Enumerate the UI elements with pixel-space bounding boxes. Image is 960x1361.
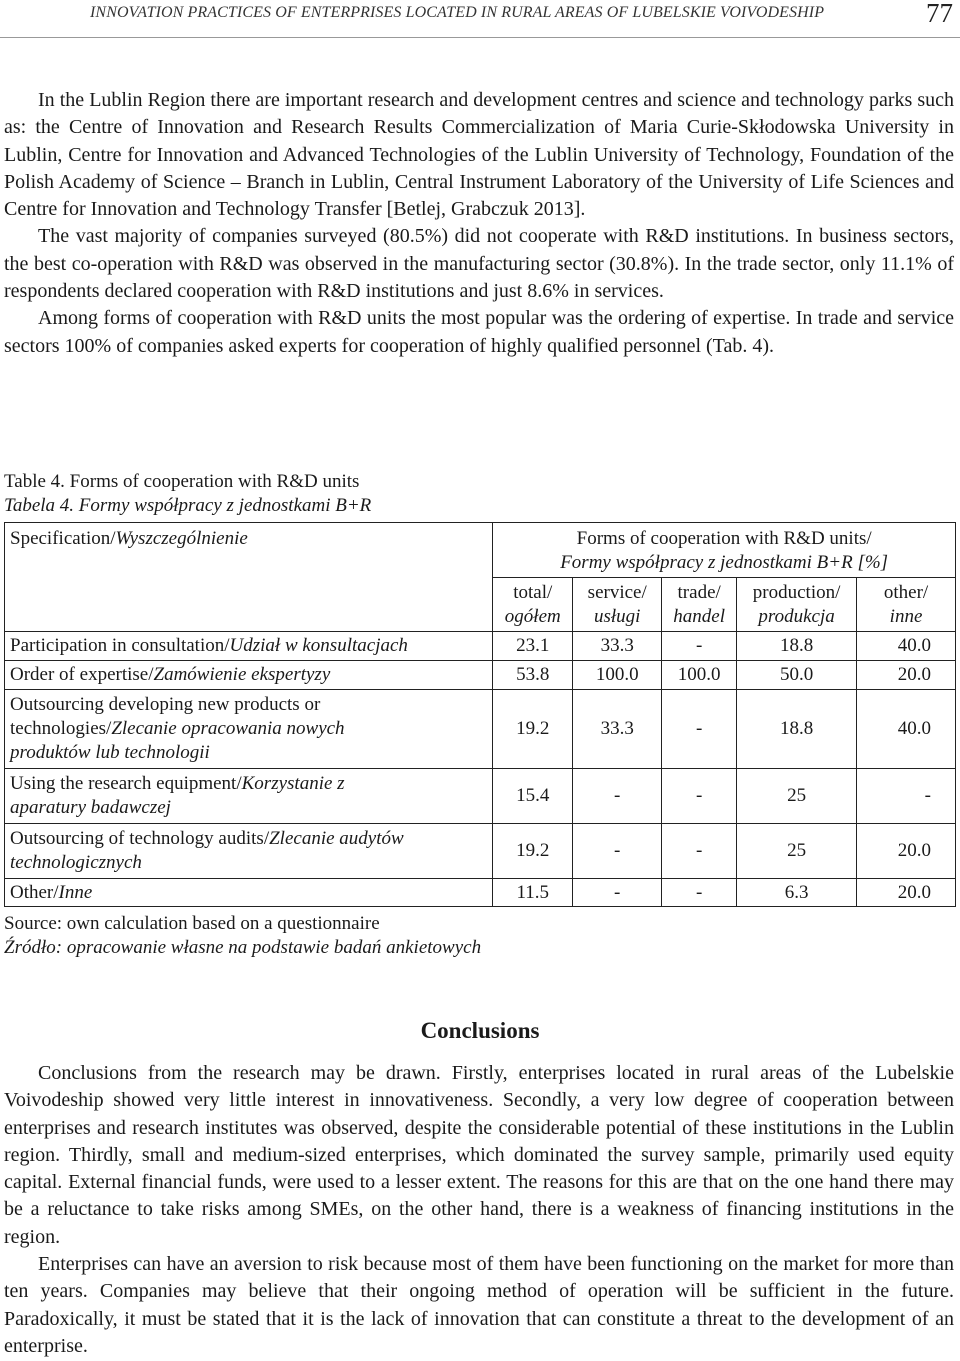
- table-cell: 25: [737, 824, 857, 879]
- table-cell: -: [573, 879, 662, 907]
- table-cell: 20.0: [857, 661, 956, 690]
- table-cell: 18.8: [737, 690, 857, 769]
- group-header-cell: [493, 523, 956, 578]
- table-caption-pl: Tabela 4. Formy współpracy z jednostkami B+R: [4, 495, 372, 516]
- table-cell: 18.8: [737, 632, 857, 661]
- table-cell: 33.3: [573, 632, 662, 661]
- table-cell: 11.5: [493, 879, 573, 907]
- table-cell: 25: [737, 769, 857, 824]
- table-cell: 50.0: [737, 661, 857, 690]
- table-caption-en: Table 4. Forms of cooperation with R&D units: [4, 471, 360, 492]
- table-caption: [4, 470, 371, 518]
- table-row: [5, 690, 956, 769]
- table-cell: -: [573, 824, 662, 879]
- intro-text: [4, 87, 954, 360]
- table-cell: 19.2: [493, 824, 573, 879]
- table-cell: 100.0: [573, 661, 662, 690]
- column-header: service/ usługi: [573, 578, 662, 632]
- table-cell: 40.0: [857, 632, 956, 661]
- table-cell: 6.3: [737, 879, 857, 907]
- column-header: other/ inne: [857, 578, 956, 632]
- group-header-pl: Formy współpracy z jednostkami B+R [%]: [560, 552, 889, 573]
- table-cell: 23.1: [493, 632, 573, 661]
- paragraph: Conclusions from the research may be drawn. Firstly, enterprises located in rural areas of the Lubelskie Voivodeship showed very little interest in innovativeness. Secondly, a very low degree of cooperation between enterprises and research institutes was observed, despite the considerable potential of these institutions in the Lublin region. Thirdly, small and medium-sized enterprises, which dominated the survey sample, primarily used equity capital. External financial funds, were used to a lesser extent. The reasons for this are that on the one hand there may be a reluctance to take risks among SMEs, on the other hand, there is a weakness of financing institutions in the region.: [4, 1062, 954, 1248]
- table-row: [5, 632, 956, 661]
- table-cell: -: [857, 769, 956, 824]
- column-header: trade/ handel: [662, 578, 737, 632]
- table-cell: 53.8: [493, 661, 573, 690]
- table-cell: 33.3: [573, 690, 662, 769]
- section-title: Conclusions: [420, 1018, 540, 1043]
- spec-header-cell: [5, 523, 493, 632]
- paragraph: Enterprises can have an aversion to risk because most of them have been functioning on the market for more than ten years. Companies may believe that their ongoing method of operation will be sufficient in the future. Paradoxically, it must be stated that it is the lack of innovation that can constitute a threat to the development of an enterprise.: [4, 1253, 954, 1357]
- table-cell: 40.0: [857, 690, 956, 769]
- spec-header-en: Specification/: [10, 528, 116, 549]
- cooperation-table: [4, 522, 956, 907]
- paragraph: Among forms of cooperation with R&D units the most popular was the ordering of expertise. In trade and service sectors 100% of companies asked experts for cooperation of highly qualified personnel (Tab. 4).: [4, 307, 954, 357]
- column-header: total/ ogółem: [493, 578, 573, 632]
- row-label: Other/Inne: [5, 879, 493, 907]
- row-label: Outsourcing of technology audits/Zlecanie audytów technologicznych: [5, 824, 493, 879]
- table-row: [5, 824, 956, 879]
- paragraph: In the Lublin Region there are important research and development centres and science and technology parks such as: the Centre of Innovation and Research Results Commercialization of Maria Curie-Skłodowska University in Lublin, Centre for Innovation and Advanced Technologies of the Lublin University of Technology, Foundation of the Polish Academy of Science – Branch in Lublin, Central Instrument Laboratory of the University of Life Sciences and Centre for Innovation and Technology Transfer [Betlej, Grabczuk 2013].: [4, 89, 954, 221]
- table-cell: 15.4: [493, 769, 573, 824]
- header-rule: [0, 37, 960, 38]
- group-header-en: Forms of cooperation with R&D units/: [576, 528, 872, 549]
- table-row: [5, 769, 956, 824]
- table-cell: 100.0: [662, 661, 737, 690]
- table-row: [5, 661, 956, 690]
- table-cell: -: [573, 769, 662, 824]
- table-cell: -: [662, 824, 737, 879]
- conclusions-text: [4, 1060, 954, 1360]
- row-label: Outsourcing developing new products or technologies/Zlecanie opracowania nowych produktów lub technologii: [5, 690, 493, 769]
- table-source: [4, 912, 481, 960]
- table-cell: -: [662, 690, 737, 769]
- table-row: [5, 879, 956, 907]
- row-label: Participation in consultation/Udział w konsultacjach: [5, 632, 493, 661]
- paragraph: The vast majority of companies surveyed (80.5%) did not cooperate with R&D institutions. In business sectors, the best co-operation with R&D was observed in the manufacturing sector (30.8%). In the trade sector, only 11.1% of respondents declared cooperation with R&D institutions and just 8.6% in services.: [4, 225, 954, 303]
- table-header-row: [5, 523, 956, 578]
- table-cell: -: [662, 879, 737, 907]
- spec-header-pl: Wyszczególnienie: [115, 528, 248, 549]
- row-label: Order of expertise/Zamówienie ekspertyzy: [5, 661, 493, 690]
- running-title: INNOVATION PRACTICES OF ENTERPRISES LOCATED IN RURAL AREAS OF LUBELSKIE VOIVODESHIP: [90, 4, 825, 21]
- table-cell: -: [662, 632, 737, 661]
- source-pl: Źródło: opracowanie własne na podstawie badań ankietowych: [4, 937, 482, 958]
- table-cell: 20.0: [857, 824, 956, 879]
- page-number: 77: [926, 0, 953, 28]
- table-cell: 20.0: [857, 879, 956, 907]
- table-cell: -: [662, 769, 737, 824]
- row-label: Using the research equipment/Korzystanie z aparatury badawczej: [5, 769, 493, 824]
- column-header: production/ produkcja: [737, 578, 857, 632]
- table-cell: 19.2: [493, 690, 573, 769]
- source-en: Source: own calculation based on a questionnaire: [4, 913, 380, 934]
